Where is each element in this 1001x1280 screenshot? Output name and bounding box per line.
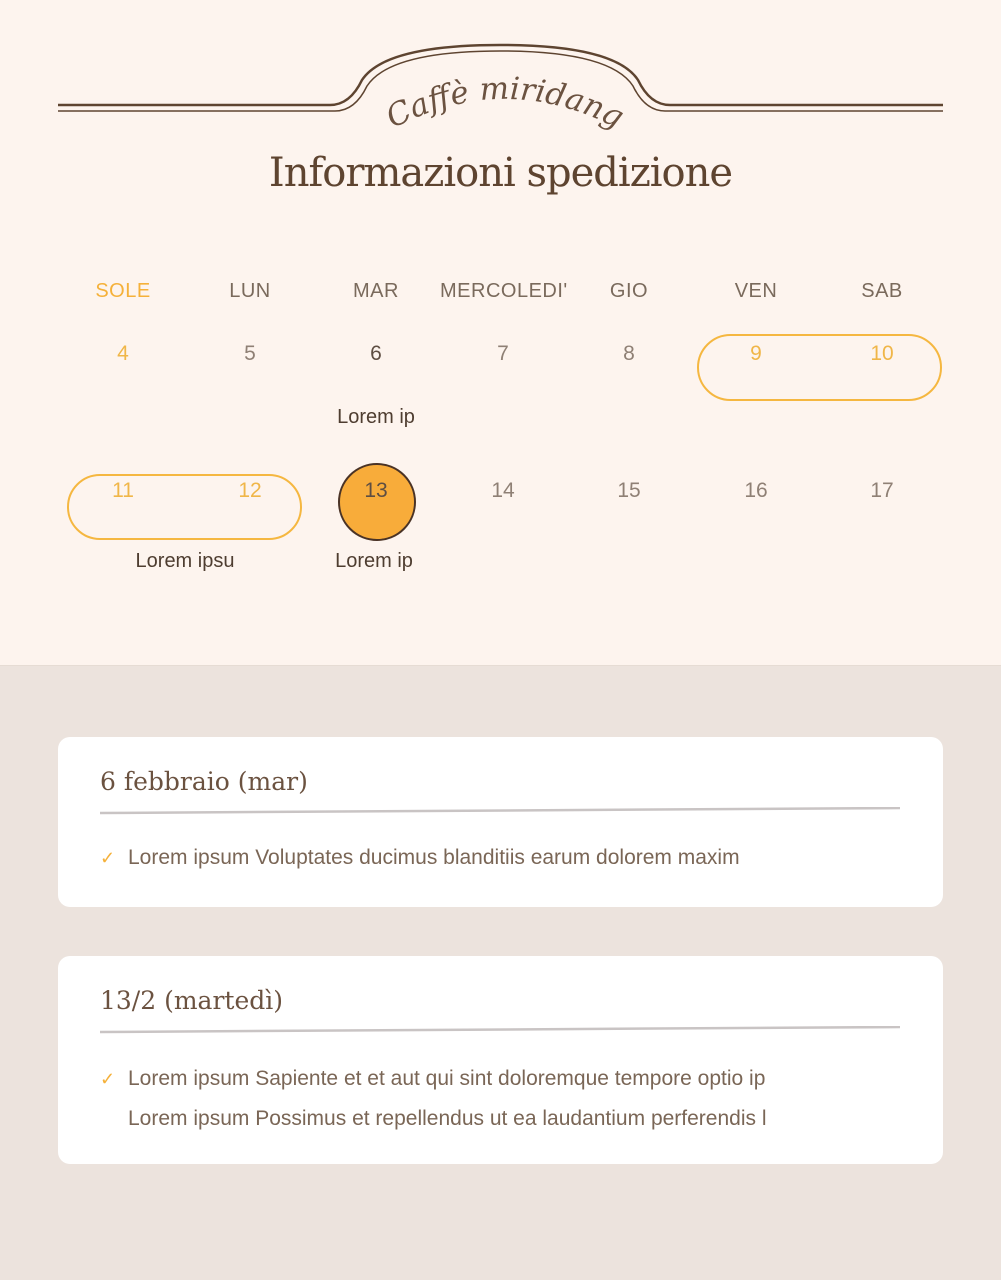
- checklist-item: [100, 846, 740, 870]
- weekday-fri: VEN: [734, 280, 778, 302]
- calendar-day[interactable]: 10: [870, 342, 894, 365]
- calendar-day[interactable]: 9: [750, 342, 762, 365]
- card-divider: [100, 1026, 900, 1034]
- section-divider: [0, 665, 1001, 666]
- shipping-card: [58, 956, 943, 1164]
- checklist-item: [100, 1107, 767, 1131]
- calendar-day[interactable]: 14: [491, 479, 515, 502]
- calendar: [60, 270, 946, 600]
- check-icon: ✓: [100, 848, 116, 868]
- calendar-day[interactable]: 4: [117, 342, 129, 365]
- card-title: 6 febbraio (mar): [100, 767, 308, 796]
- checklist-item: [100, 1067, 765, 1091]
- weekday-wed: MERCOLEDI': [440, 280, 568, 302]
- checklist-item-text: Lorem ipsum Possimus et repellendus ut ea laudantium perferendis l: [128, 1107, 767, 1130]
- brand-text: Caffè miridan: [385, 70, 610, 136]
- weekday-sat: SAB: [861, 280, 903, 302]
- calendar-day[interactable]: 15: [617, 479, 641, 502]
- check-icon: ✓: [100, 1069, 116, 1089]
- calendar-day[interactable]: 8: [623, 342, 635, 365]
- calendar-day[interactable]: 12: [238, 479, 262, 502]
- weekday-thu: GIO: [609, 280, 649, 302]
- calendar-day[interactable]: 6: [370, 342, 382, 365]
- calendar-day[interactable]: 7: [497, 342, 509, 365]
- card-divider: [100, 807, 900, 815]
- calendar-day[interactable]: 17: [870, 479, 894, 502]
- event-label: Lorem ip: [337, 406, 415, 428]
- brand-logo: [385, 68, 625, 138]
- card-title: 13/2 (martedì): [100, 986, 283, 1015]
- event-label: Lorem ip: [335, 550, 413, 572]
- svg-text:Caffè miridang: [385, 71, 625, 136]
- event-label: Lorem ipsu: [135, 550, 235, 572]
- checklist-item-text: Lorem ipsum Sapiente et et aut qui sint doloremque tempore optio ip: [128, 1067, 766, 1090]
- calendar-day[interactable]: 16: [744, 479, 768, 502]
- shipping-card: [58, 737, 943, 907]
- weekday-mon: LUN: [229, 280, 271, 302]
- checklist-item-text: Lorem ipsum Voluptates ducimus blanditiis earum dolorem maxim: [128, 846, 740, 869]
- calendar-day-selected[interactable]: 13: [364, 479, 388, 502]
- weekday-sun: SOLE: [95, 280, 151, 302]
- weekday-tue: MAR: [353, 280, 399, 302]
- page-title: Informazioni spedizione: [268, 150, 733, 196]
- calendar-day[interactable]: 11: [112, 479, 134, 502]
- calendar-day[interactable]: 5: [244, 342, 256, 365]
